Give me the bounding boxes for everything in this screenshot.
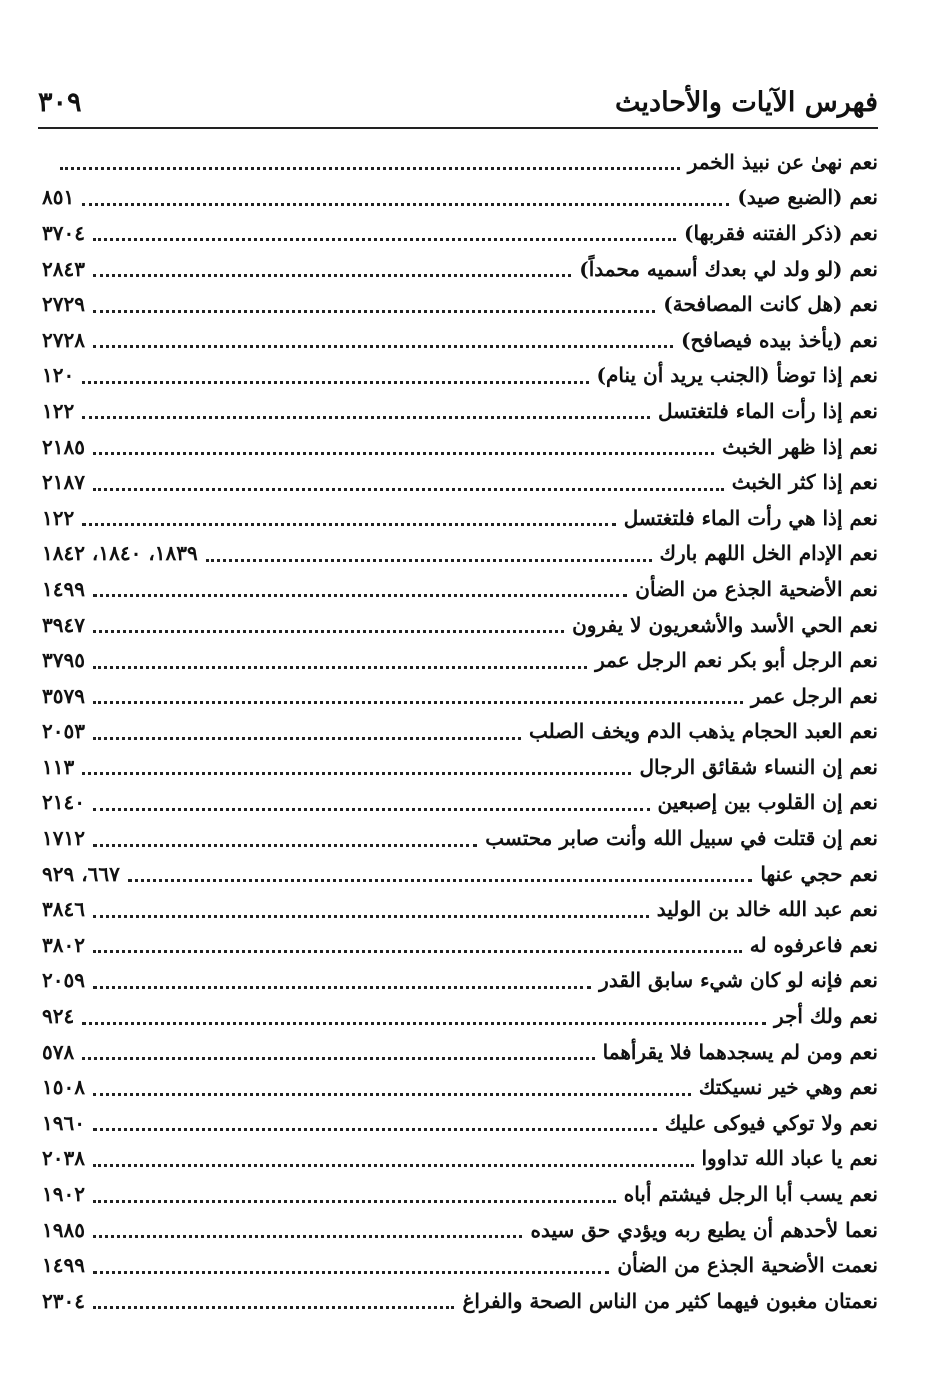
dot-leader — [82, 1022, 766, 1025]
dot-leader — [82, 416, 650, 419]
index-entry — [42, 927, 878, 963]
page-number: ٣٠٩ — [38, 86, 82, 118]
entry-text: نعم حجي عنها — [760, 861, 878, 886]
dot-leader — [82, 523, 616, 526]
dot-leader — [93, 452, 714, 455]
entry-text: نعم الحي الأسد والأشعريون لا يفرون — [572, 612, 878, 637]
index-entry — [42, 180, 878, 216]
dot-leader — [128, 879, 752, 882]
index-entry — [42, 322, 878, 358]
dot-leader — [82, 772, 631, 775]
entry-reference-number: ٥٧٨ — [42, 1039, 75, 1064]
dot-leader — [93, 950, 742, 953]
entry-reference-number: ٢٠٥٣ — [42, 719, 85, 744]
entry-reference-number: ٢٧٢٩ — [42, 292, 85, 317]
entry-text: نعمت الأضحية الجذع من الضأن — [617, 1253, 878, 1278]
index-entry — [42, 144, 878, 180]
index-entry — [42, 286, 878, 322]
entry-reference-number: ٢٠٥٩ — [42, 968, 85, 993]
index-entry — [42, 607, 878, 643]
entry-reference-number: ١٥٠٨ — [42, 1075, 85, 1100]
dot-leader — [206, 559, 652, 562]
dot-leader — [93, 737, 521, 740]
entry-text: نعم ولا توكي فيوكى عليك — [664, 1110, 878, 1135]
entry-text: نعم إن القلوب بين إصبعين — [657, 790, 878, 815]
entry-text: نعم الإدام الخل اللهم بارك — [659, 541, 878, 566]
entry-text: نعم العبد الحجام يذهب الدم ويخف الصلب — [529, 719, 878, 744]
entry-text: نعم الأضحية الجذع من الضأن — [635, 576, 878, 601]
entry-reference-number: ٢٠٣٨ — [42, 1146, 85, 1171]
index-entry — [42, 1176, 878, 1212]
entry-text: نعمتان مغبون فيهما كثير من الناس الصحة والفراغ — [462, 1288, 878, 1313]
index-entry — [42, 251, 878, 287]
entry-text: نعم (لو ولد لي بعدك أسميه محمداً) — [579, 256, 878, 281]
entry-text: نعم إن النساء شقائق الرجال — [639, 754, 878, 779]
index-entry — [42, 1247, 878, 1283]
entry-reference-number: ١٧١٢ — [42, 826, 85, 851]
dot-leader — [93, 666, 587, 669]
dot-leader — [93, 488, 724, 491]
index-entry — [42, 678, 878, 714]
index-entry — [42, 785, 878, 821]
entry-text: نعم إذا توضأ (الجنب يريد أن ينام) — [596, 363, 878, 388]
dot-leader — [93, 1235, 523, 1238]
index-entry — [42, 1141, 878, 1177]
index-entry — [42, 464, 878, 500]
dot-leader — [82, 381, 588, 384]
entry-reference-number: ١٢٢ — [42, 505, 75, 530]
entry-text: نعم (ذكر الفتنه فقربها) — [684, 220, 878, 245]
index-entries-list — [42, 144, 878, 1319]
entry-text: نعم يسب أبا الرجل فيشتم أباه — [623, 1182, 878, 1207]
entry-reference-number: ٢١٤٠ — [42, 790, 85, 815]
entry-text: نعم فإنه لو كان شيء سابق القدر — [599, 968, 878, 993]
entry-reference-number: ٣٨٤٦ — [42, 897, 85, 922]
entry-reference-number: ٢٣٠٤ — [42, 1288, 85, 1313]
entry-reference-number: ٨٥١ — [42, 185, 75, 210]
index-entry — [42, 820, 878, 856]
entry-reference-number: ١٢٠ — [42, 363, 75, 388]
index-entry — [42, 1105, 878, 1141]
dot-leader — [93, 1093, 691, 1096]
entry-reference-number: ٣٧٩٥ — [42, 648, 85, 673]
index-entry — [42, 358, 878, 394]
entry-reference-number: ٣٩٤٧ — [42, 612, 85, 637]
dot-leader — [93, 844, 477, 847]
entry-text: نعما لأحدهم أن يطيع ربه ويؤدي حق سيده — [530, 1217, 878, 1242]
index-entry — [42, 891, 878, 927]
entry-text: نعم فاعرفوه له — [749, 932, 878, 957]
dot-leader — [93, 1271, 609, 1274]
entry-reference-number: ١٩٦٠ — [42, 1110, 85, 1135]
dot-leader — [93, 274, 571, 277]
index-entry — [42, 963, 878, 999]
entry-reference-number: ١٤٩٩ — [42, 576, 85, 601]
index-entry — [42, 642, 878, 678]
entry-text: نعم (هل كانت المصافحة) — [663, 292, 878, 317]
dot-leader — [82, 1057, 594, 1060]
index-entry — [42, 1034, 878, 1070]
index-entry — [42, 998, 878, 1034]
page-title: فهرس الآيات والأحاديث — [615, 86, 878, 118]
entry-reference-number: ٢٧٢٨ — [42, 327, 85, 352]
entry-reference-number: ٣٥٧٩ — [42, 683, 85, 708]
entry-text: نعم ولك أجر — [773, 1004, 878, 1029]
dot-leader — [93, 986, 591, 989]
entry-text: نعم (الضبع صيد) — [737, 185, 878, 210]
dot-leader — [82, 203, 729, 206]
dot-leader — [60, 167, 680, 170]
entry-text: نعم ومن لم يسجدهما فلا يقرأهما — [602, 1039, 878, 1064]
dot-leader — [93, 701, 743, 704]
entry-reference-number: ١٤٩٩ — [42, 1253, 85, 1278]
entry-reference-number: ١١٣ — [42, 754, 75, 779]
entry-text: نعم (يأخذ بيده فيصافح) — [681, 327, 878, 352]
entry-text: نعم نهىٰ عن نبيذ الخمر — [687, 149, 878, 174]
dot-leader — [93, 310, 655, 313]
entry-reference-number: ٢١٨٥ — [42, 434, 85, 459]
index-entry — [42, 393, 878, 429]
dot-leader — [93, 915, 649, 918]
index-entry — [42, 536, 878, 572]
entry-reference-number: ٩٢٤ — [42, 1004, 75, 1029]
index-entry — [42, 856, 878, 892]
index-entry — [42, 429, 878, 465]
page-header — [38, 78, 878, 126]
entry-reference-number: ٣٨٠٢ — [42, 932, 85, 957]
entry-reference-number: ١٨٣٩، ١٨٤٠، ١٨٤٢ — [42, 541, 198, 566]
index-entry — [42, 571, 878, 607]
entry-text: نعم عبد الله خالد بن الوليد — [656, 897, 878, 922]
entry-text: نعم إذا ظهر الخبث — [722, 434, 878, 459]
entry-reference-number: ٢٨٤٣ — [42, 256, 85, 281]
entry-reference-number: ١٢٢ — [42, 398, 75, 423]
index-entry — [42, 1212, 878, 1248]
dot-leader — [93, 630, 564, 633]
dot-leader — [93, 1306, 454, 1309]
dot-leader — [93, 345, 673, 348]
entry-text: نعم يا عباد الله تداووا — [701, 1146, 878, 1171]
index-entry — [42, 714, 878, 750]
index-entry — [42, 1069, 878, 1105]
index-entry — [42, 749, 878, 785]
dot-leader — [93, 238, 676, 241]
dot-leader — [93, 808, 650, 811]
index-entry — [42, 215, 878, 251]
entry-text: نعم إن قتلت في سبيل الله وأنت صابر محتسب — [485, 826, 878, 851]
index-entry — [42, 1283, 878, 1319]
dot-leader — [93, 1200, 616, 1203]
entry-text: نعم إذا رأت الماء فلتغتسل — [657, 398, 878, 423]
dot-leader — [93, 594, 627, 597]
entry-reference-number: ٦٦٧، ٩٢٩ — [42, 861, 120, 886]
entry-reference-number: ٢١٨٧ — [42, 470, 85, 495]
entry-reference-number: ٣٧٠٤ — [42, 220, 85, 245]
entry-reference-number: ١٩٠٢ — [42, 1182, 85, 1207]
dot-leader — [93, 1164, 694, 1167]
entry-text: نعم إذا هي رأت الماء فلتغتسل — [623, 505, 878, 530]
entry-text: نعم إذا كثر الخبث — [731, 470, 878, 495]
entry-text: نعم وهي خير نسيكتك — [698, 1075, 878, 1100]
entry-text: نعم الرجل عمر — [750, 683, 878, 708]
dot-leader — [93, 1128, 657, 1131]
entry-text: نعم الرجل أبو بكر نعم الرجل عمر — [595, 648, 878, 673]
entry-reference-number: ١٩٨٥ — [42, 1217, 85, 1242]
header-rule — [38, 127, 878, 129]
index-entry — [42, 500, 878, 536]
